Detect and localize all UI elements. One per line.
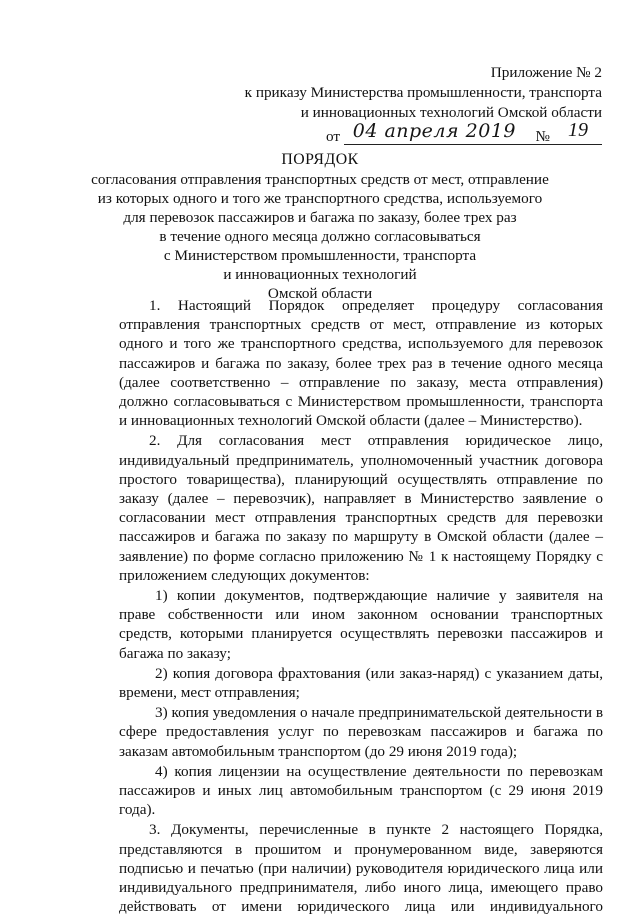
title-line: для перевозок пассажиров и багажа по заказу, более трех раз — [123, 209, 517, 226]
title-line: Омской области — [267, 285, 373, 302]
title-line: с Министерством промышленности, транспорта — [163, 247, 477, 264]
title-line: согласования отправления транспортных средств от мест, отправление — [91, 171, 549, 188]
handwritten-number: 19 — [568, 119, 588, 141]
list-item-1: 1) копии документов, подтверждающие наличие у заявителя на праве собственности или ином законном основании транспортных средств, которыми планируется осуществлять перевозки пассажиров и багажа по заказу; — [119, 587, 603, 662]
list-item-3: 3) копия уведомления о начале предпринимательской деятельности в сфере предоставления услуг по перевозкам пассажиров и багажа по заказам автомобильным транспортом (до 29 июня 2019 года); — [119, 704, 603, 760]
paragraph-1: 1. Настоящий Порядок определяет процедуру согласования отправления транспортных средств от мест, отправление из которых одного и того же транспортного средства, используемого для перевозок пассажиров и багажа по заказу, более трех раз в течение одного месяца (далее соответственно – отправление по заказу, места отправления) должно согласовываться с Министерством промышленности, транспорта и инновационных технологий Омской области (далее – Министерство). — [119, 297, 603, 430]
number-prefix: № — [535, 128, 550, 145]
title-line: в течение одного месяца должно согласовываться — [159, 228, 481, 245]
date-line — [245, 119, 602, 147]
title-line: из которых одного и того же транспортного средства, используемого — [97, 190, 543, 207]
document-title — [0, 150, 640, 303]
paragraph-2: 2. Для согласования мест отправления юридическое лицо, индивидуальный предприниматель, уполномоченный участник договора простого товарищества), планирующий осуществлять отправление по заказу (далее – перевозчик), направляет в Министерство заявление о согласовании мест отправления транспортных средств для перевозки пассажиров и багажа по заказу по маршруту в Омской области (далее – заявление) по форме согласно приложению № 1 к настоящему Порядку с приложением следующих документов: — [119, 432, 603, 584]
title-line: и инновационных технологий — [223, 266, 417, 283]
document-body — [119, 296, 603, 918]
title-heading: ПОРЯДОК — [281, 151, 359, 168]
date-underline — [344, 144, 602, 145]
list-item-4: 4) копия лицензии на осуществление деятельности по перевозкам пассажиров и иных лиц автомобильным транспортом (с 29 июня 2019 года). — [119, 762, 603, 819]
handwritten-date: 04 апреля 2019 — [352, 120, 516, 142]
appendix-number: Приложение № 2 — [490, 64, 602, 81]
list-item-2: 2) копия договора фрахтования (или заказ-наряд) с указанием даты, времени, мест отправления; — [119, 664, 603, 702]
date-prefix: от — [325, 128, 340, 145]
paragraph-3: 3. Документы, перечисленные в пункте 2 настоящего Порядка, представляются в прошитом и пронумерованном виде, заверяются подписью и печатью (при наличии) руководителя юридического лица или индивидуального предпринимателя, либо иного лица, имеющего право действовать от имени юридического лица или индивидуального — [119, 821, 603, 916]
ministry-name: и инновационных технологий Омской области — [300, 104, 602, 121]
order-reference: к приказу Министерства промышленности, транспорта — [244, 84, 602, 101]
appendix-header — [245, 63, 602, 147]
